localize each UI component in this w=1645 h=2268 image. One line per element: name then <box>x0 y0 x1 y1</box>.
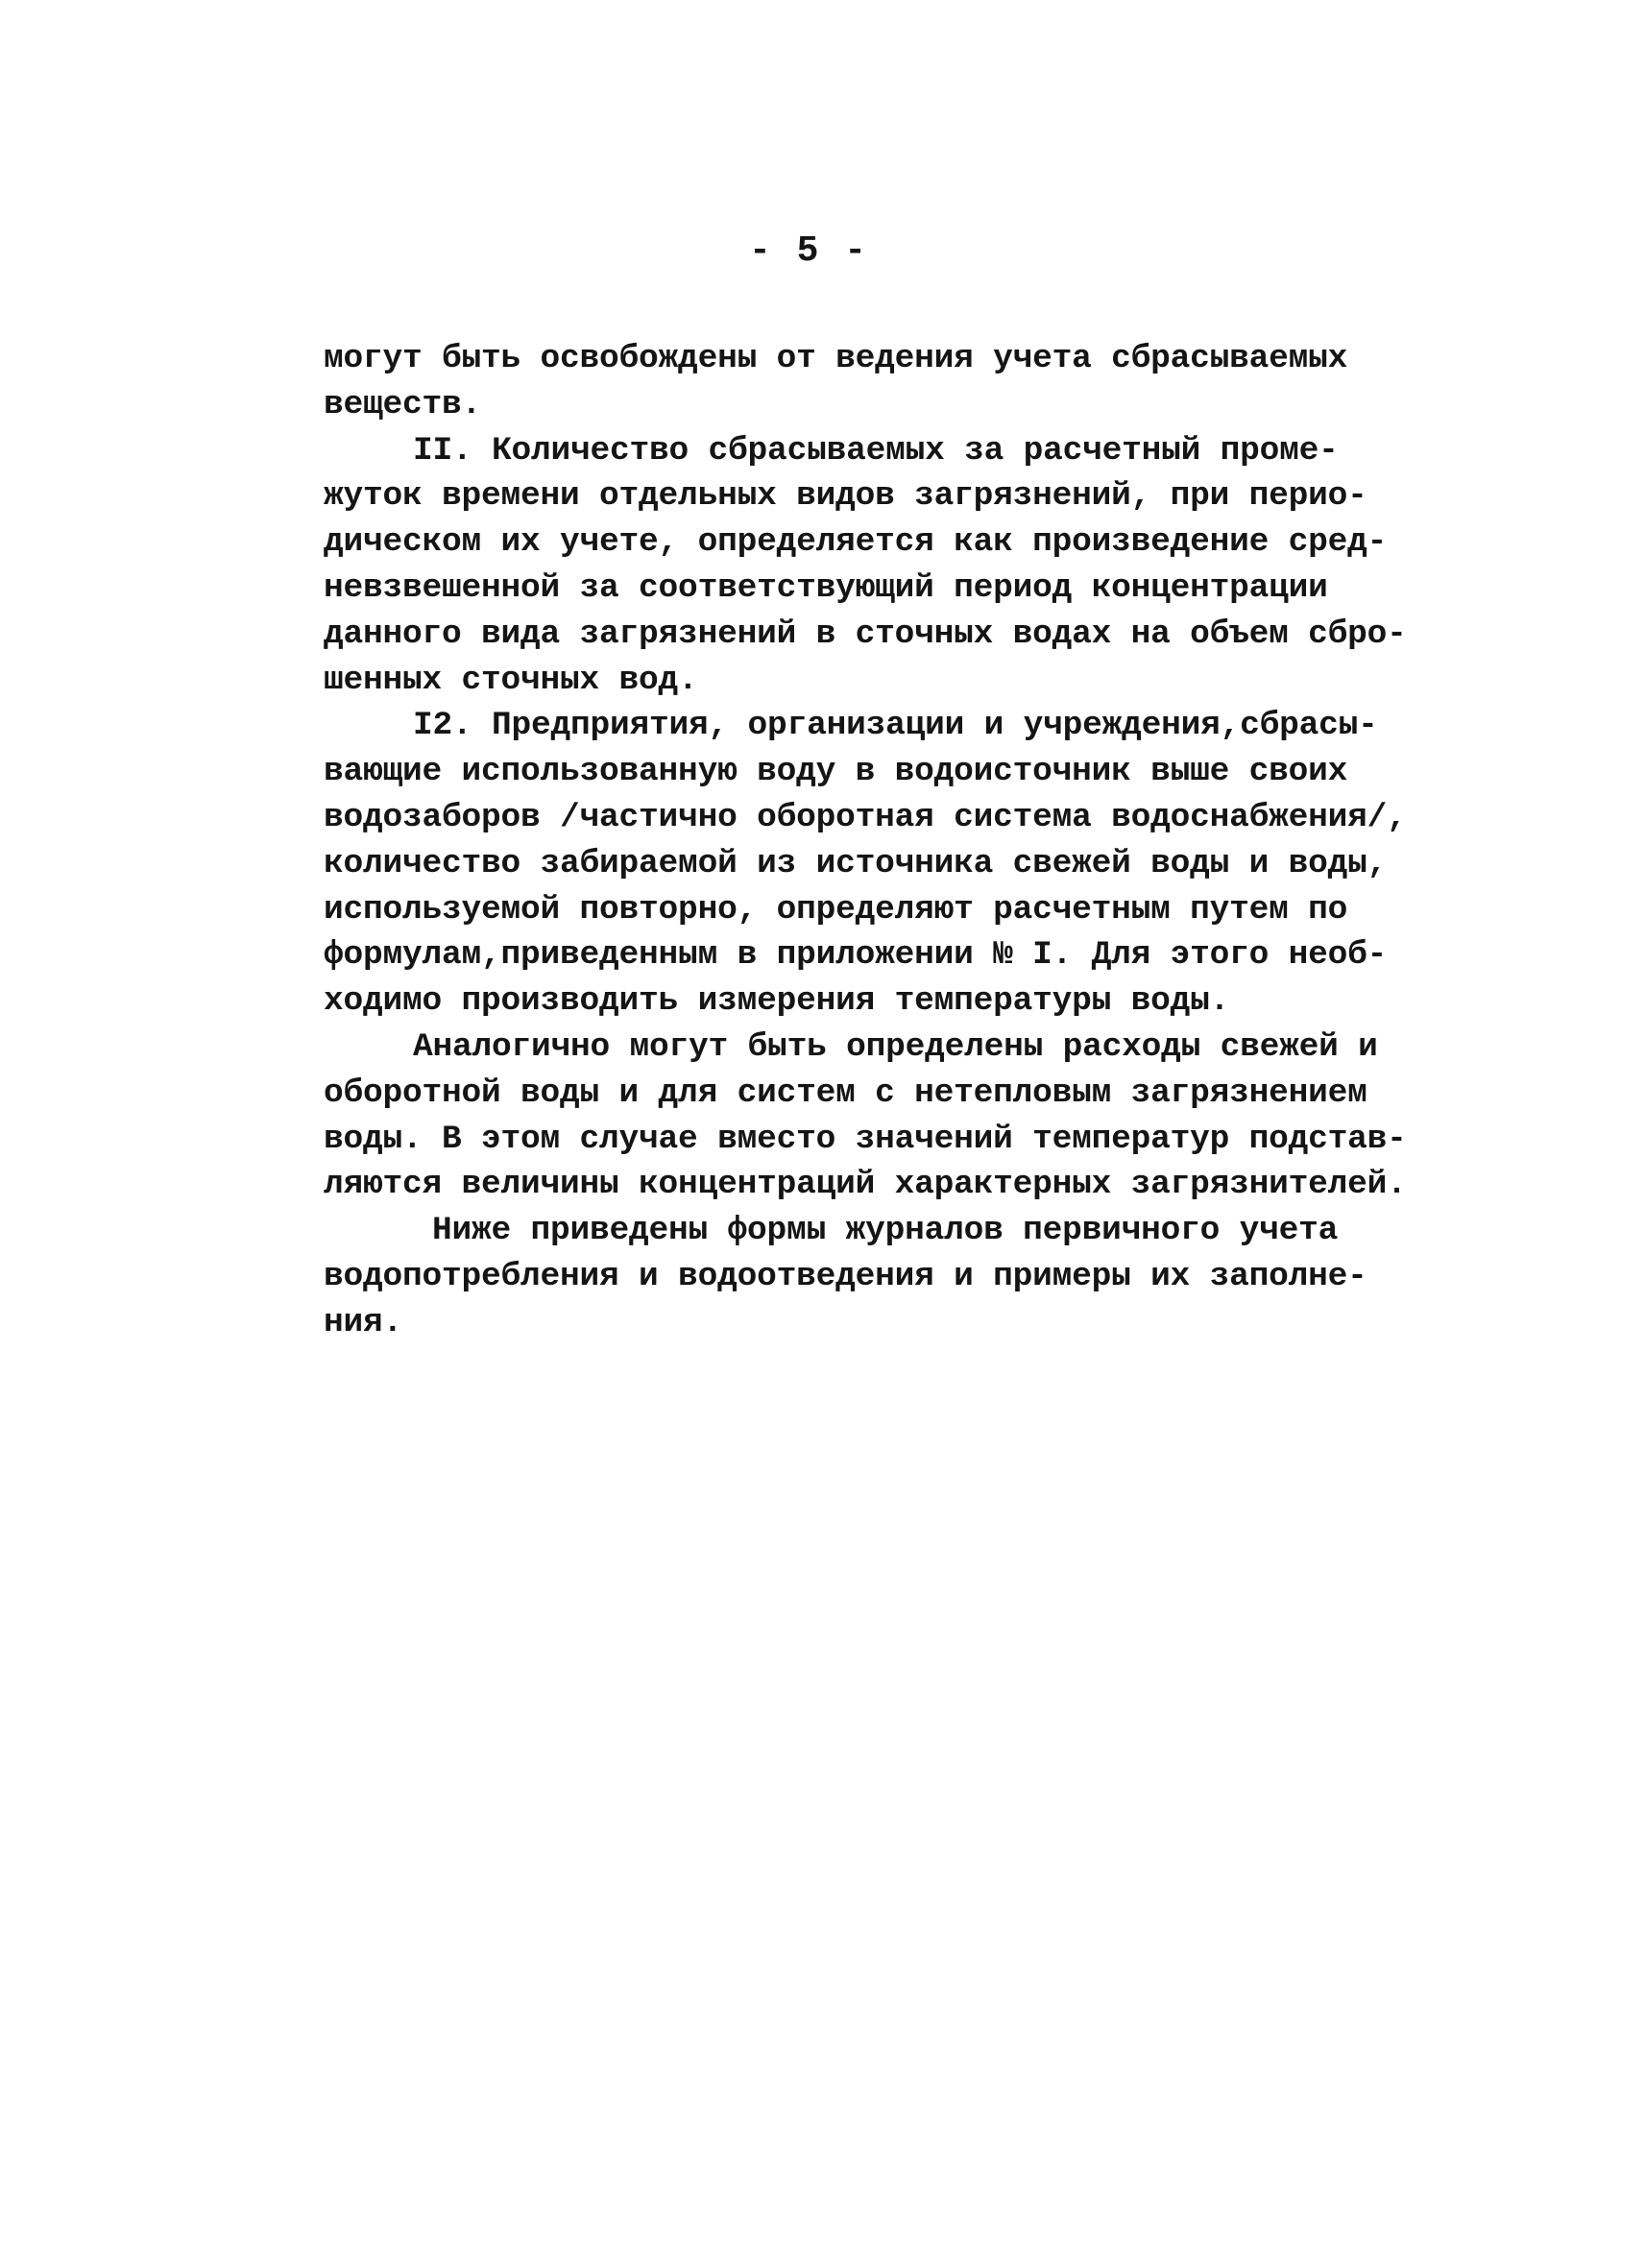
text-line: ляются величины концентраций характерных загрязнителей. <box>324 1166 1407 1204</box>
text-line: шенных сточных вод. <box>324 661 698 699</box>
text-line: дическом их учете, определяется как произведение сред- <box>324 523 1388 562</box>
paragraph-analog-start: Аналогично могут быть определены расходы свежей и <box>413 1027 1378 1066</box>
paragraph-11-start: II. Количество сбрасываемых за расчетный проме- <box>413 431 1339 470</box>
text-line: данного вида загрязнений в сточных водах на объем сбро- <box>324 615 1407 653</box>
text-line: вающие использованную воду в водоисточник выше своих <box>324 753 1348 791</box>
text-line: жуток времени отдельных видов загрязнений, при перио- <box>324 477 1367 516</box>
text-line: могут быть освобождены от ведения учета сбрасываемых <box>324 340 1348 377</box>
text-line: водозаборов /частично оборотная система водоснабжения/, <box>324 798 1407 836</box>
text-line: оборотной воды и для систем с нетепловым загрязнением <box>324 1074 1367 1112</box>
text-line: используемой повторно, определяют расчетным путем по <box>324 890 1348 929</box>
text-line: ния. <box>324 1303 403 1341</box>
text-line: воды. В этом случае вместо значений температур подстав- <box>324 1120 1407 1158</box>
paragraph-12-start: I2. Предприятия, организации и учреждения,сбрасы- <box>413 707 1378 745</box>
text-line: количество забираемой из источника свежей воды и воды, <box>324 844 1388 882</box>
body-text <box>324 336 1407 1346</box>
text-line: невзвешенной за соответствующий период концентрации <box>324 568 1328 607</box>
text-line: водопотребления и водоотведения и примеры их заполне- <box>324 1257 1367 1295</box>
text-line: ходимо производить измерения температуры воды. <box>324 982 1230 1021</box>
text-line: веществ. <box>324 385 482 423</box>
paragraph-forms-start: Ниже приведены формы журналов первичного учета <box>432 1212 1339 1250</box>
text-line: формулам,приведенным в приложении № I. Для этого необ- <box>324 936 1388 975</box>
page-number: - 5 - <box>749 230 869 272</box>
